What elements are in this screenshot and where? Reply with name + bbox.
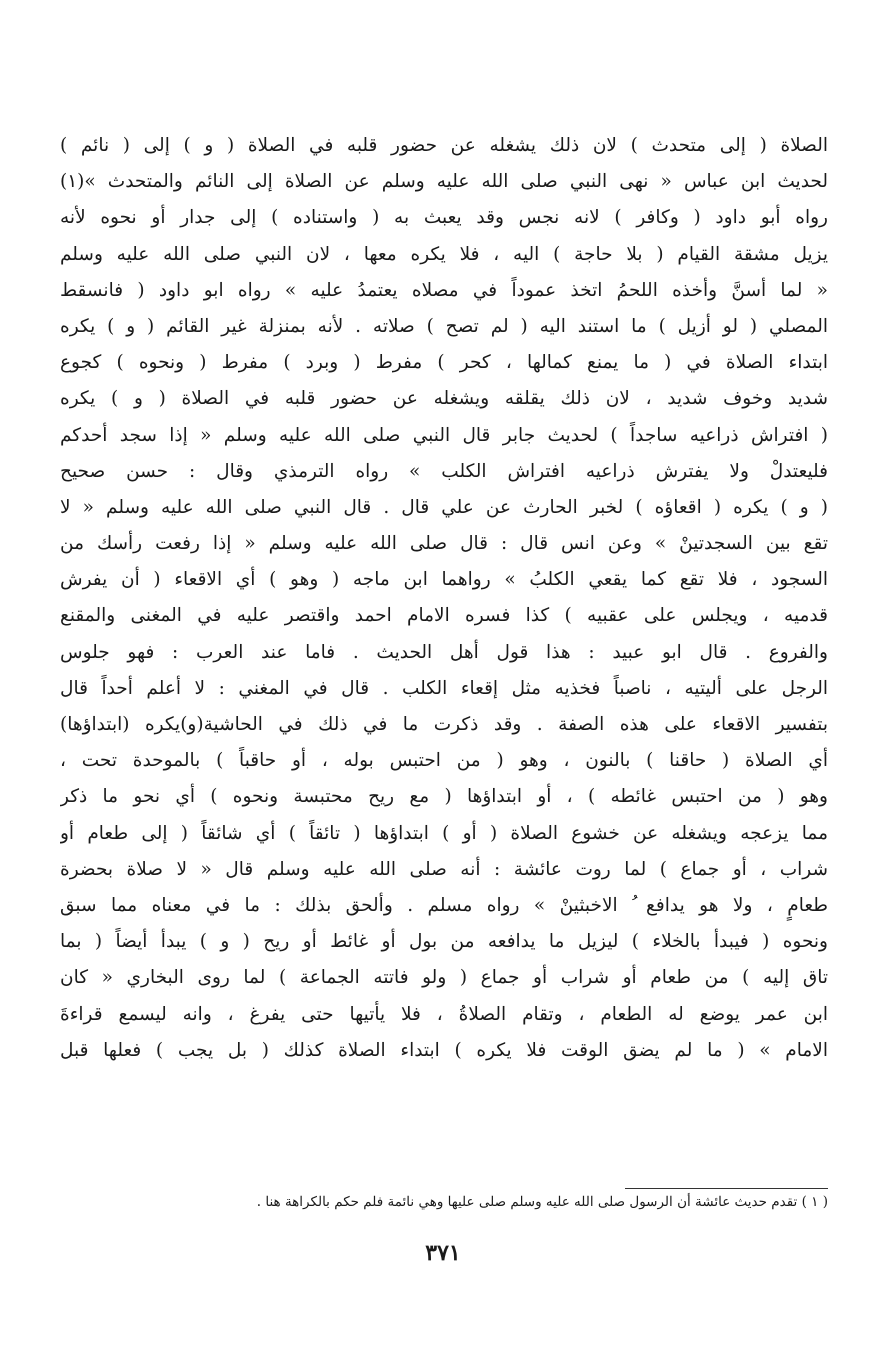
text-line: شديد وخوف شديد ، لان ذلك يقلقه ويشغله عن حضور قلبه في الصلاة ( و ) يكره — [60, 388, 828, 410]
footnote: ( ١ ) تقدم حديث عائشة أن الرسول صلى الله عليه وسلم صلى عليها وهي نائمة فلم حكم بالكراهة هنا . — [256, 1194, 828, 1210]
main-text-block — [60, 128, 828, 1069]
text-line: « لما أسنَّ وأخذه اللحمُ اتخذ عموداً في مصلاه يعتمدُ عليه » رواه ابو داود ( فانسقط — [60, 279, 828, 301]
text-line: وهو ( من احتبس غائطه ) ، أو ابتداؤها ( مع ريح محتبسة ونحوه ) أي نحو ما ذكر — [60, 786, 828, 808]
text-line: بتفسير الاقعاء على هذه الصفة . وقد ذكرت ما في ذلك في الحاشية(و)يكره (ابتداؤها) — [60, 714, 828, 735]
text-line: ابتداء الصلاة في ( ما يمنع كمالها ، كحر ) مفرط ( وبرد ) مفرط ( ونحوه ) كجوع — [60, 352, 828, 374]
text-line: فليعتدلْ ولا يفترش ذراعيه افتراش الكلب » رواه الترمذي وقال : حسن صحيح — [60, 460, 828, 482]
text-line: الامام » ( ما لم يضق الوقت فلا يكره ) ابتداء الصلاة كذلك ( بل يجب ) فعلها قبل — [60, 1039, 828, 1061]
text-line: رواه أبو داود ( وكافر ) لانه نجس وقد يعبث به ( واستناده ) إلى جدار أو نحوه لأنه — [60, 207, 828, 229]
page-number: ٣٧١ — [425, 1240, 461, 1266]
text-line: شراب ، أو جماع ) لما روت عائشة : أنه صلى الله عليه وسلم قال « لا صلاة بحضرة — [60, 858, 828, 880]
text-line: ( افتراش ذراعيه ساجداً ) لحديث جابر قال النبي صلى الله عليه وسلم « إذا سجد أحدكم — [60, 424, 828, 446]
text-line: والفروع . قال ابو عبيد : هذا قول أهل الحديث . فاما عند العرب : فهو جلوس — [60, 641, 828, 663]
text-line: قدميه ، ويجلس على عقبيه ) كذا فسره الامام احمد واقتصر عليه في المغنى والمقنع — [60, 605, 828, 627]
text-line: يزيل مشقة القيام ( بلا حاجة ) اليه ، فلا يكره معها ، لان النبي صلى الله عليه وسلم — [60, 243, 828, 265]
text-line: المصلي ( لو أزيل ) ما استند اليه ( لم تصح ) صلاته . لأنه بمنزلة غير القائم ( و ) يكره — [60, 315, 828, 337]
text-line: الرجل على أليتيه ، ناصباً فخذيه مثل إقعاء الكلب . قال في المغني : لا أعلم أحداً قال — [60, 677, 828, 699]
text-line: لحديث ابن عباس « نهى النبي صلى الله عليه وسلم عن الصلاة إلى النائم والمتحدث »(١) — [60, 171, 828, 193]
text-line: طعامٍ ، ولا هو يدافع ُ الاخبثينْ » رواه مسلم . وألحق بذلك : ما في معناه مما سبق — [60, 894, 828, 916]
text-line: تاق إليه ) من طعام أو شراب أو جماع ( ولو فاتته الجماعة ) لما روى البخاري « كان — [60, 967, 828, 989]
text-line: ( و ) يكره ( اقعاؤه ) لخبر الحارث عن علي قال . قال النبي صلى الله عليه وسلم « لا — [60, 496, 828, 518]
text-line: ونحوه ( فيبدأ بالخلاء ) ليزيل ما يدافعه من بول أو غائط أو ريح ( و ) يبدأ أيضاً ( بما — [60, 931, 828, 953]
footnote-divider — [625, 1188, 828, 1189]
text-line: أي الصلاة ( حاقنا ) بالنون ، وهو ( من احتبس بوله ، أو حاقباً ) بالموحدة تحت ، — [60, 750, 828, 772]
text-line: ابن عمر يوضع له الطعام ، وتقام الصلاةُ ، فلا يأتيها حتى يفرغ ، وانه ليسمع قراءةَ — [60, 1003, 828, 1025]
text-line: الصلاة ( إلى متحدث ) لان ذلك يشغله عن حضور قلبه في الصلاة ( و ) إلى ( نائم ) — [60, 135, 828, 156]
text-line: تقع بين السجدتينْ » وعن انس قال : قال صلى الله عليه وسلم « إذا رفعت رأسك من — [60, 533, 828, 555]
text-line: مما يزعجه ويشغله عن خشوع الصلاة ( أو ) ابتداؤها ( تائقاً ) أي شائقاً ( إلى طعام أو — [60, 822, 828, 844]
text-line: السجود ، فلا تقع كما يقعي الكلبُ » رواهما ابن ماجه ( وهو ) أي الاقعاء ( أن يفرش — [60, 569, 828, 591]
